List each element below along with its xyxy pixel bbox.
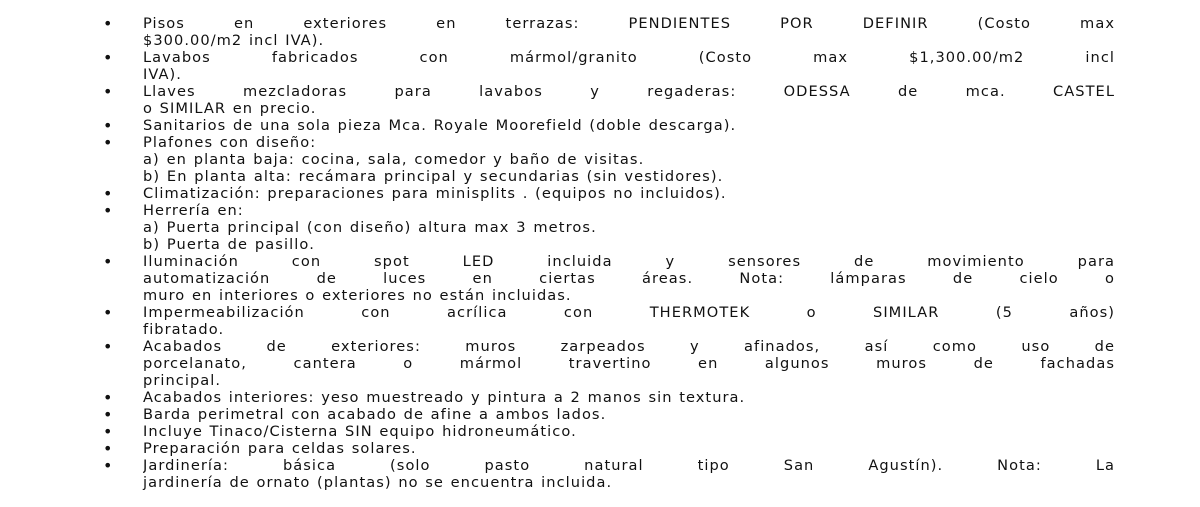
list-item-interior-finishes	[0, 389, 1115, 406]
list-item-solar	[0, 440, 1115, 457]
item-line: • Pisos en exteriores en terrazas: PENDIENTES POR DEFINIR (Costo max	[143, 15, 1115, 32]
item-line: IVA).	[143, 66, 182, 83]
item-line: • Iluminación con spot LED incluida y sensores de movimiento para	[143, 253, 1115, 270]
item-line: • Barda perimetral con acabado de afine a ambos lados.	[143, 406, 607, 423]
item-sub-line: a) Puerta principal (con diseño) altura max 3 metros.	[143, 219, 597, 236]
item-line: • Climatización: preparaciones para minisplits . (equipos no incluidos).	[143, 185, 727, 202]
item-line: • Plafones con diseño:	[143, 134, 317, 151]
item-line: automatización de luces en ciertas áreas. Nota: lámparas de cielo o	[143, 270, 1115, 287]
item-line: porcelanato, cantera o mármol travertino en algunos muros de fachadas	[143, 355, 1115, 372]
list-item-waterproofing	[0, 304, 1115, 338]
list-item-gardening	[0, 457, 1115, 491]
item-line: • Lavabos fabricados con mármol/granito (Costo max $1,300.00/m2 incl	[143, 49, 1115, 66]
item-sub-line: b) Puerta de pasillo.	[143, 236, 315, 253]
list-item-faucets	[0, 83, 1115, 117]
list-item-lighting	[0, 253, 1115, 304]
item-line: jardinería de ornato (plantas) no se encuentra incluida.	[143, 474, 613, 491]
item-sub-line: a) en planta baja: cocina, sala, comedor y baño de visitas.	[143, 151, 645, 168]
item-line: • Llaves mezcladoras para lavabos y regaderas: ODESSA de mca. CASTEL	[143, 83, 1115, 100]
list-item-exterior-finishes	[0, 338, 1115, 389]
list-item-toilets	[0, 117, 1115, 134]
list-item-perimeter-wall	[0, 406, 1115, 423]
list-item-ceilings	[0, 134, 1115, 185]
item-line: • Impermeabilización con acrílica con THERMOTEK o SIMILAR (5 años)	[143, 304, 1115, 321]
list-item-ironwork	[0, 202, 1115, 253]
item-line: • Acabados de exteriores: muros zarpeados y afinados, así como uso de	[143, 338, 1115, 355]
item-line: principal.	[143, 372, 222, 389]
list-item-climate	[0, 185, 1115, 202]
item-line: • Acabados interiores: yeso muestreado y pintura a 2 manos sin textura.	[143, 389, 746, 406]
list-item-sinks	[0, 49, 1115, 83]
item-sub-line: b) En planta alta: recámara principal y secundarias (sin vestidores).	[143, 168, 724, 185]
specifications-bullet-list	[0, 15, 1200, 491]
item-line: • Preparación para celdas solares.	[143, 440, 417, 457]
item-line: muro en interiores o exteriores no están incluidas.	[143, 287, 572, 304]
item-line: • Jardinería: básica (solo pasto natural tipo San Agustín). Nota: La	[143, 457, 1115, 474]
item-line: • Incluye Tinaco/Cisterna SIN equipo hidroneumático.	[143, 423, 577, 440]
item-line: o SIMILAR en precio.	[143, 100, 317, 117]
list-item-exterior-floors	[0, 15, 1115, 49]
item-line: fibratado.	[143, 321, 225, 338]
item-line: • Sanitarios de una sola pieza Mca. Royale Moorefield (doble descarga).	[143, 117, 737, 134]
item-line: $300.00/m2 incl IVA).	[143, 32, 325, 49]
item-line: • Herrería en:	[143, 202, 244, 219]
list-item-water-tank	[0, 423, 1115, 440]
